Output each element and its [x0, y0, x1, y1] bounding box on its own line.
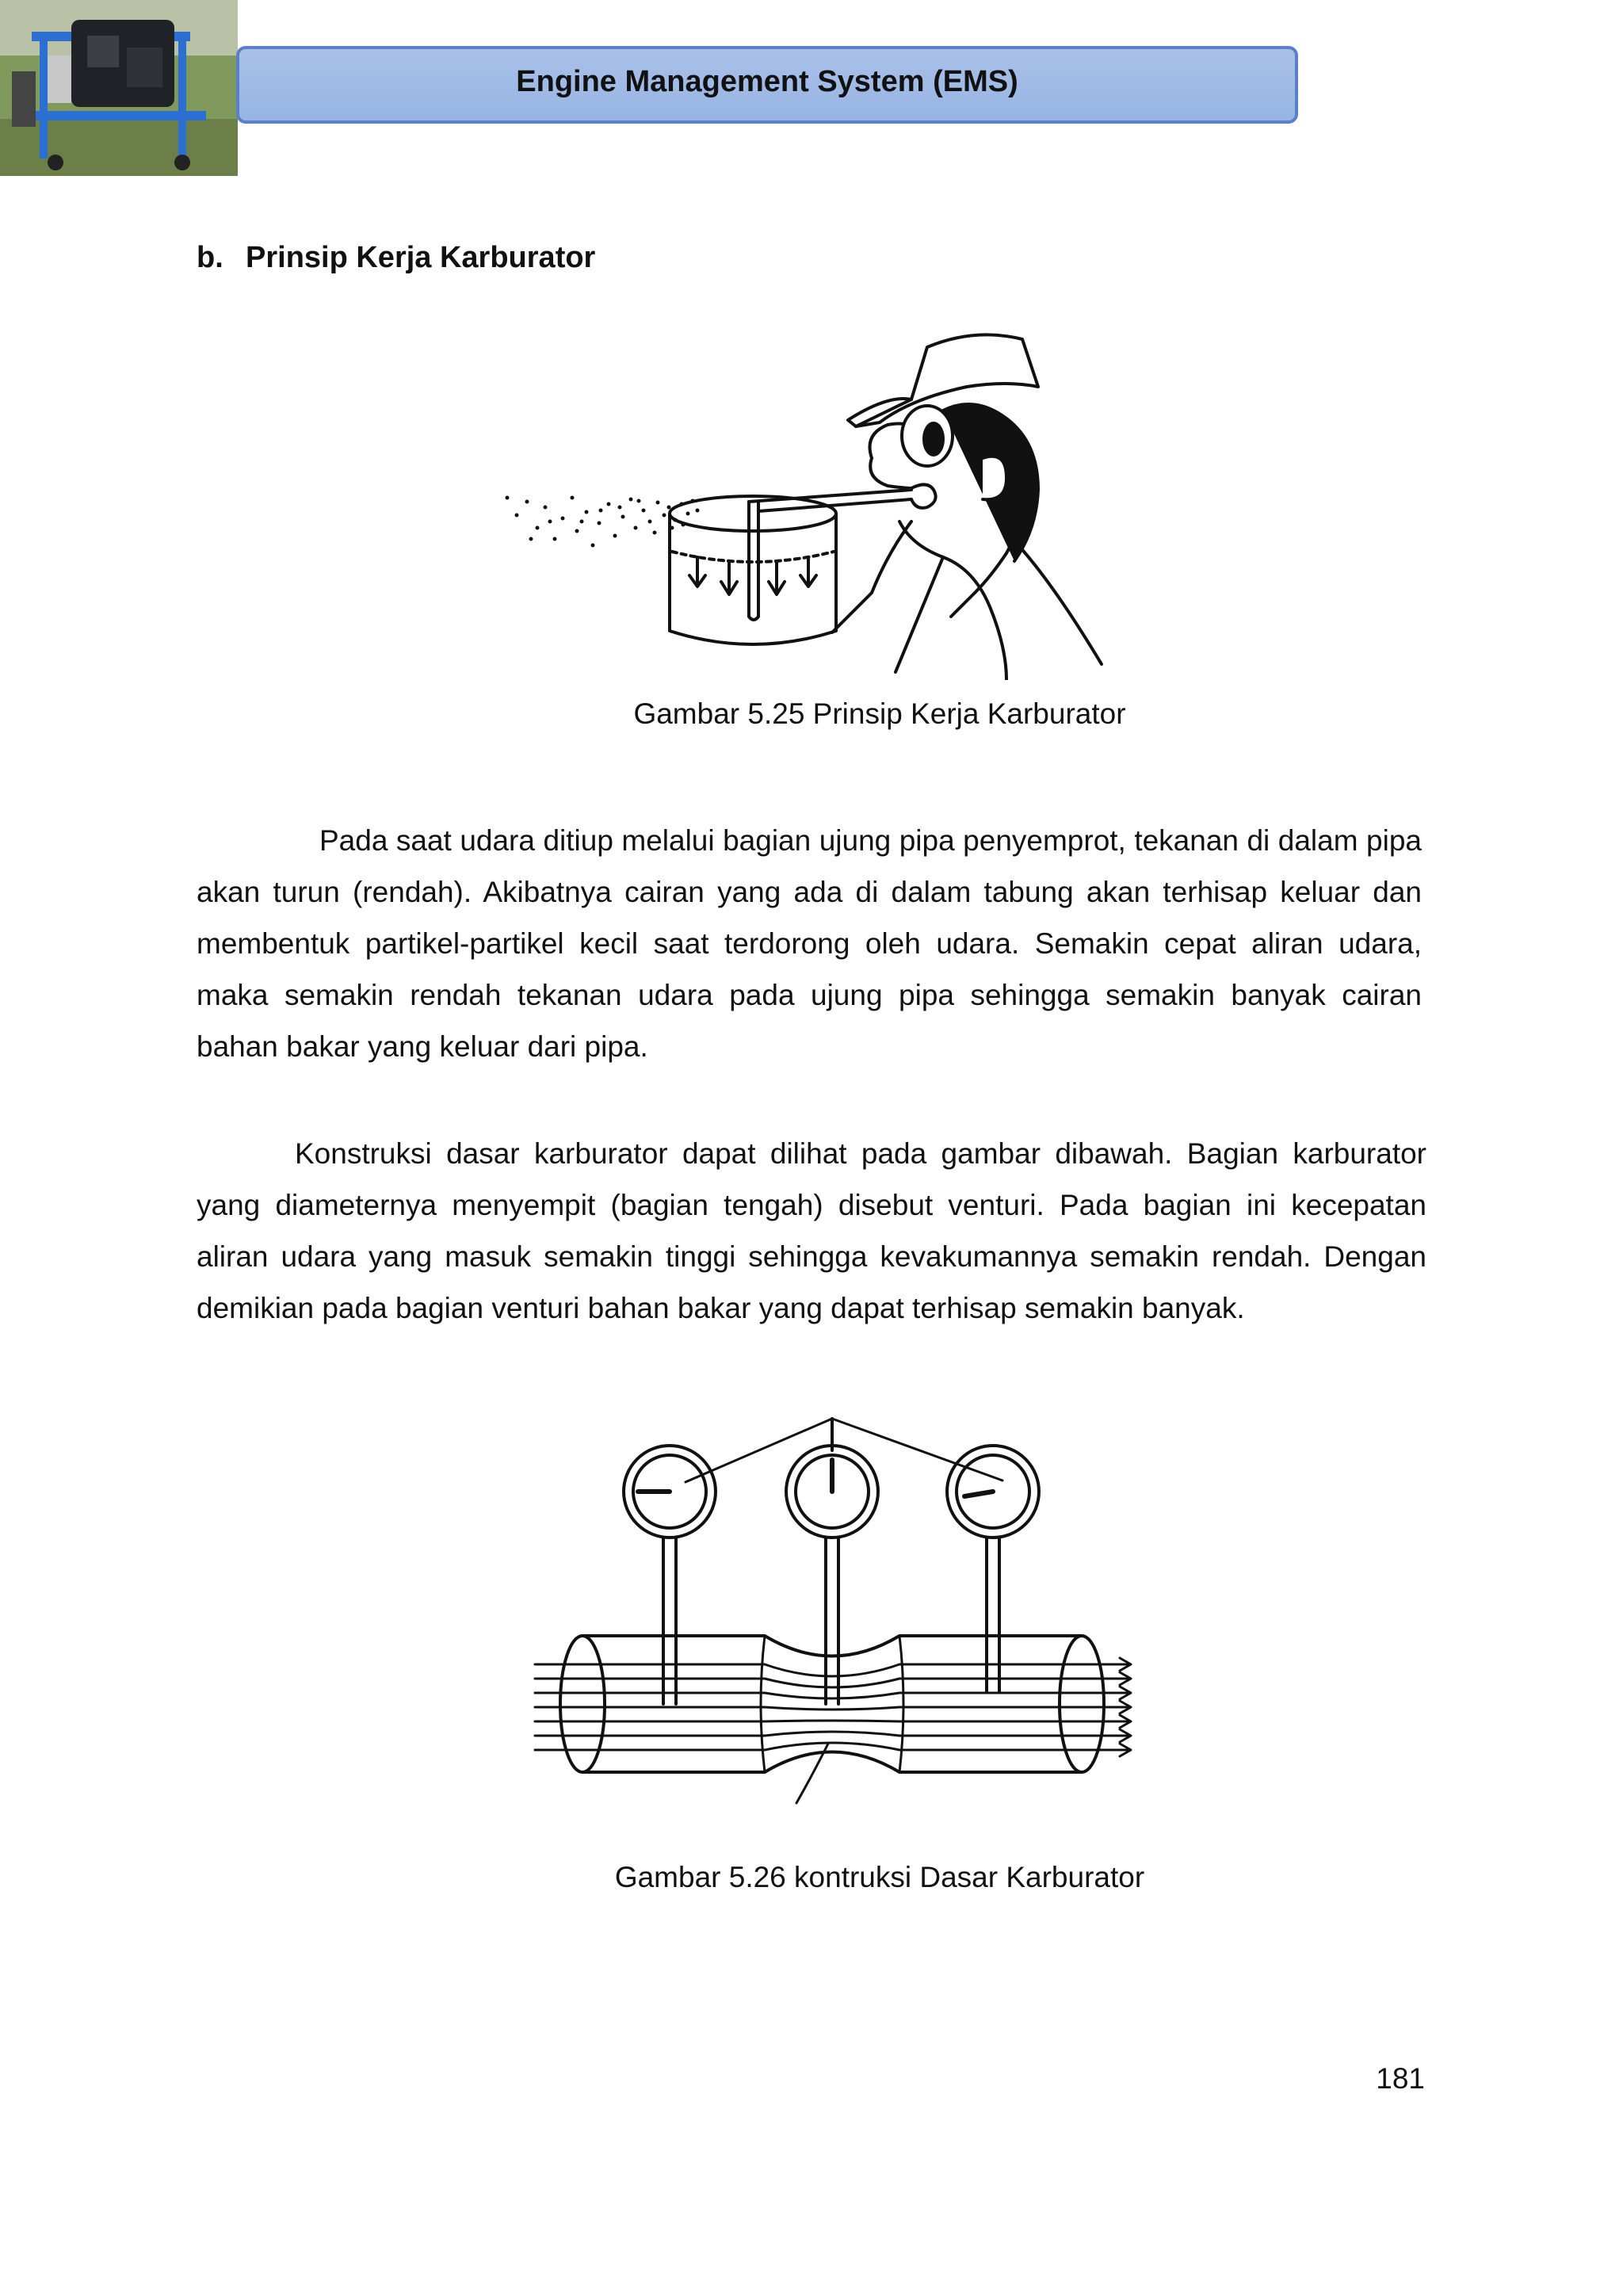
paragraph-1: Pada saat udara ditiup melalui bagian ujung pipa penyemprot, tekanan di dalam pipa akan turun (rendah). Akibatnya cairan yang ada di dalam tabung akan terhisap keluar dan membentuk partikel-partikel kecil saat terdorong oleh udara. Semakin cepat aliran udara, maka semakin rendah tekanan udara pada ujung pipa sehingga semakin banyak cairan bahan bakar yang keluar dari pipa.	[197, 824, 1422, 1063]
paragraph-2: Konstruksi dasar karburator dapat dilihat pada gambar dibawah. Bagian karburator yang diameternya menyempit (bagian tengah) disebut venturi. Pada bagian ini kecepatan aliran udara yang masuk semakin tinggi sehingga kevakumannya semakin rendah. Dengan demikian pada bagian venturi bahan bakar yang dapat terhisap semakin banyak.	[197, 1137, 1426, 1324]
venturi-construction-illustration	[527, 1403, 1153, 1807]
engine-trainer-photo	[0, 0, 238, 176]
document-header	[236, 46, 1298, 124]
figure-caption-2: Gambar 5.26 kontruksi Dasar Karburator	[614, 1861, 1145, 1893]
header-title: Engine Management System (EMS)	[516, 65, 1018, 98]
carburetor-principle-illustration	[499, 331, 1181, 680]
page-number: 181	[1376, 2062, 1425, 2095]
section-number: b.	[197, 241, 223, 274]
section-heading	[197, 241, 595, 275]
section-title: Prinsip Kerja Karburator	[246, 241, 596, 274]
figure-caption-1: Gambar 5.25 Prinsip Kerja Karburator	[633, 697, 1126, 730]
